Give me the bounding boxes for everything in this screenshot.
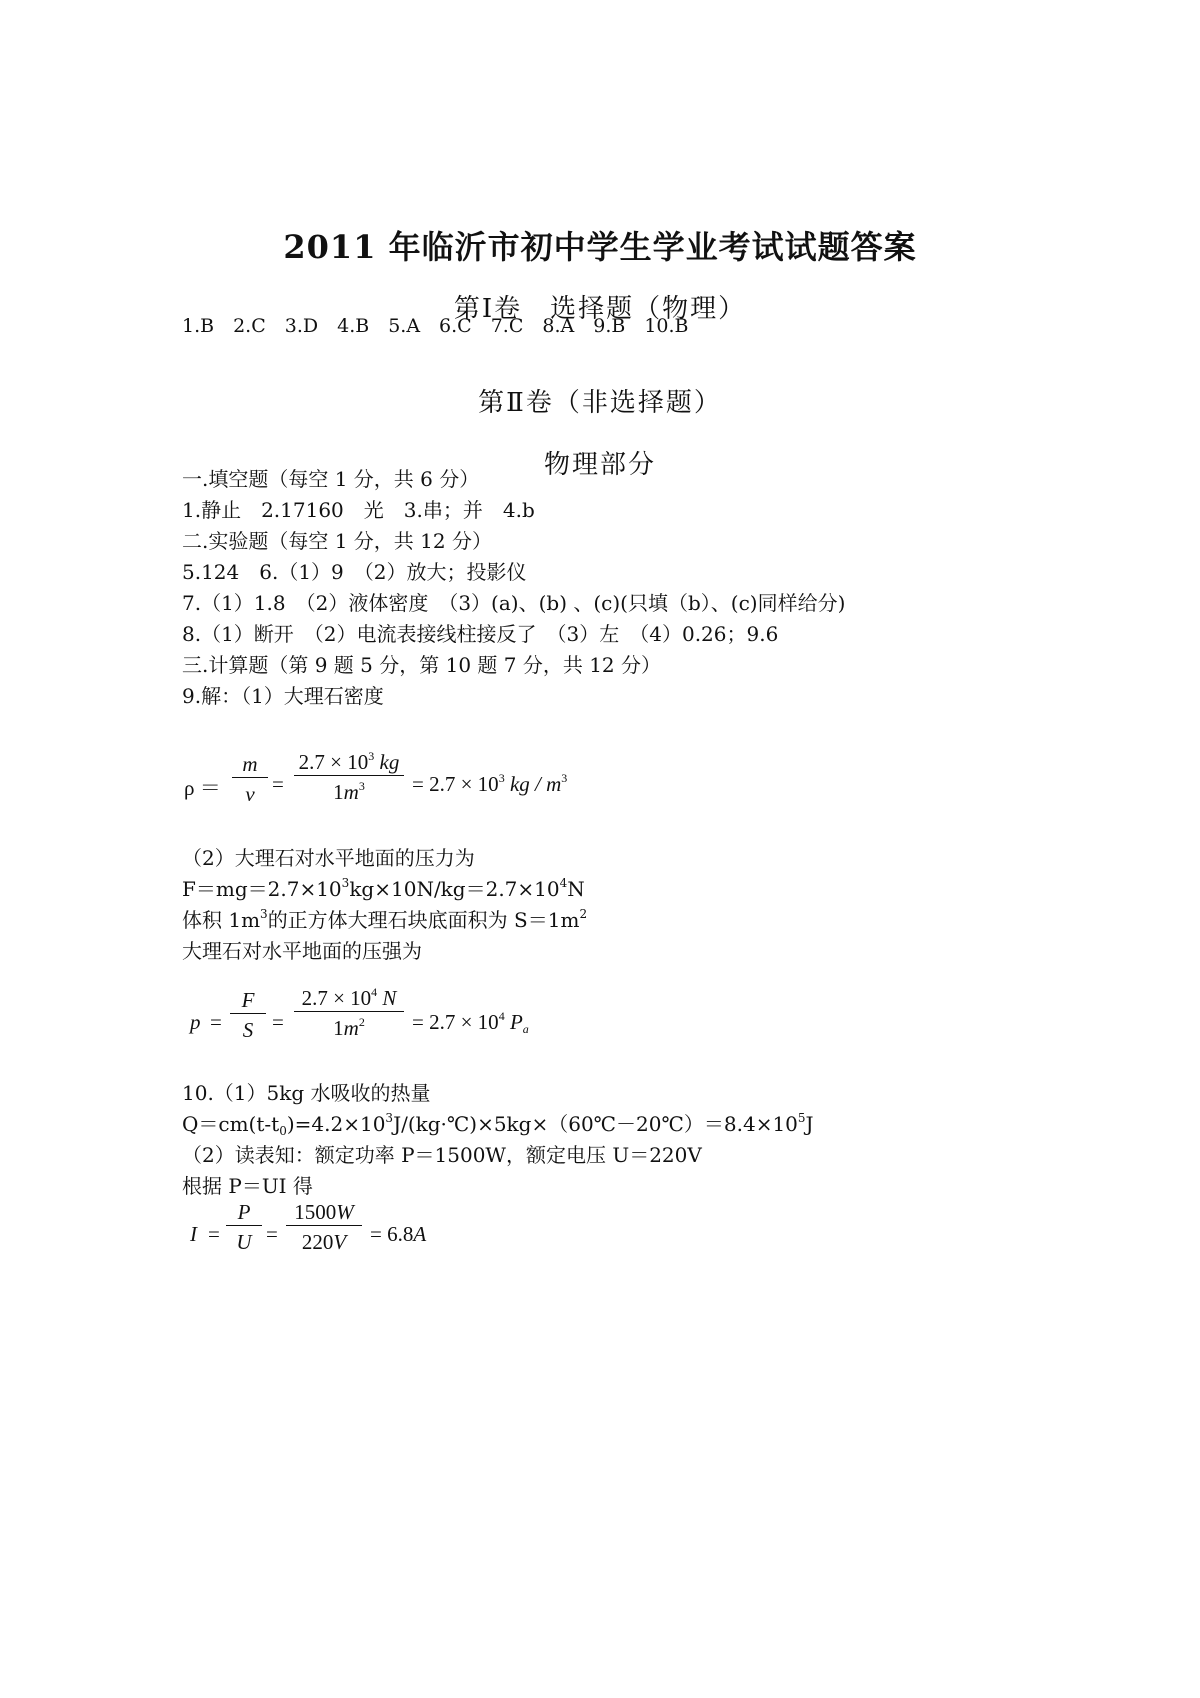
equals-sign: =	[266, 1222, 278, 1246]
numerator: P	[237, 1200, 251, 1224]
denominator: S	[242, 1018, 254, 1042]
q10-rated-values: （2）读表知：额定功率 P＝1500W，额定电压 U＝220V	[182, 1143, 702, 1167]
exponent: 3	[358, 779, 365, 793]
unit: kg	[379, 750, 400, 774]
equals-sign: =	[272, 772, 284, 796]
section-heading-part1: 第Ⅰ卷 选择题（物理）	[453, 294, 747, 324]
pressure-fraction-1	[230, 988, 266, 1043]
exponent: 3	[341, 876, 350, 890]
density-fraction-1	[232, 752, 268, 807]
pressure-lhs: p	[190, 1010, 201, 1034]
denominator-value: 1	[333, 780, 344, 804]
exponent: 3	[498, 771, 505, 785]
text: N	[567, 877, 585, 901]
exponent: 3	[385, 1111, 394, 1125]
exponent: 5	[797, 1111, 806, 1125]
choice-answers: 1.B 2.C 3.D 4.B 5.A 6.C 7.C 8.A 9.B 10.B	[182, 315, 689, 337]
exponent: 3	[260, 907, 268, 921]
exponent: 4	[498, 1009, 505, 1023]
exponent: 2	[579, 907, 588, 921]
text: kg×10N/kg＝2.7×10	[349, 877, 560, 901]
numerator: m	[242, 752, 258, 776]
unit: V	[333, 1230, 347, 1254]
text: F＝mg＝2.7×10	[182, 877, 342, 901]
experiment-answers-8: 8.（1）断开 （2）电流表接线柱接反了 （3）左 （4）0.26；9.6	[182, 622, 779, 646]
exponent: 3	[561, 771, 568, 785]
density-lhs: ρ ＝	[184, 776, 221, 800]
current-result	[370, 1222, 426, 1247]
exponent: 4	[559, 876, 568, 890]
text: J/(kg·℃)×5kg×（60℃－20℃）＝8.4×10	[393, 1112, 798, 1136]
exponent: 2	[358, 1015, 365, 1029]
unit: N	[382, 986, 397, 1010]
q9-force-intro: （2）大理石对水平地面的压力为	[182, 846, 475, 870]
text: 体积 1m	[182, 908, 261, 932]
text: Q＝cm(t-t	[182, 1112, 280, 1136]
exponent: 4	[371, 985, 378, 999]
equals-sign: =	[210, 1010, 222, 1034]
numerator-value: 1500	[294, 1200, 337, 1224]
pressure-fraction-2	[294, 986, 404, 1041]
q9-intro: 9.解：（1）大理石密度	[182, 684, 384, 708]
denominator: U	[236, 1230, 252, 1254]
unit: m	[343, 1016, 359, 1040]
experiment-heading: 二.实验题（每空 1 分，共 12 分）	[182, 529, 492, 553]
fill-blank-heading: 一.填空题（每空 1 分，共 6 分）	[182, 467, 480, 491]
unit: kg / m	[509, 772, 562, 796]
denominator: v	[245, 782, 255, 806]
subscript: a	[522, 1022, 529, 1036]
text: J	[805, 1112, 814, 1136]
q9-area	[182, 908, 587, 932]
denominator-value: 220	[301, 1230, 334, 1254]
experiment-answers-7: 7.（1）1.8 （2）液体密度 （3）(a)、(b) 、(c)(只填（b）、(c)同样给分)	[182, 591, 846, 615]
text: )=4.2×10	[286, 1112, 386, 1136]
text: 的正方体大理石块底面积为 S＝1m	[267, 908, 580, 932]
density-fraction-2	[294, 750, 404, 805]
subscript: 0	[279, 1124, 287, 1138]
q10-heat-calc	[182, 1112, 814, 1136]
pressure-result	[412, 1010, 529, 1035]
unit: W	[336, 1200, 354, 1224]
equals-sign: =	[208, 1222, 220, 1246]
numerator-value: 2.7 × 10	[298, 750, 369, 774]
density-result	[412, 772, 567, 797]
numerator-value: 2.7 × 10	[301, 986, 372, 1010]
unit: A	[413, 1222, 427, 1246]
result-value: = 2.7 × 10	[412, 1010, 499, 1034]
q10-intro: 10.（1）5kg 水吸收的热量	[182, 1081, 431, 1105]
exponent: 3	[368, 749, 375, 763]
equals-sign: =	[272, 1010, 284, 1034]
result-value: = 6.8	[370, 1222, 414, 1246]
current-fraction-1	[226, 1200, 262, 1255]
q9-pressure-intro: 大理石对水平地面的压强为	[182, 939, 422, 963]
section-heading-part2: 第Ⅱ卷（非选择题）	[478, 388, 722, 418]
current-lhs: I	[190, 1222, 197, 1246]
denominator-value: 1	[333, 1016, 344, 1040]
fill-blank-answers: 1.静止 2.17160 光 3.串；并 4.b	[182, 498, 535, 522]
numerator: F	[241, 988, 255, 1012]
experiment-answers-5-6: 5.124 6.（1）9 （2）放大；投影仪	[182, 560, 527, 584]
q9-force-calc	[182, 877, 585, 901]
current-fraction-2	[286, 1200, 362, 1255]
calculation-heading: 三.计算题（第 9 题 5 分，第 10 题 7 分，共 12 分）	[182, 653, 662, 677]
result-value: = 2.7 × 10	[412, 772, 499, 796]
section-heading-physics: 物理部分	[543, 450, 656, 480]
unit: P	[509, 1010, 523, 1034]
q10-formula-intro: 根据 P＝UI 得	[182, 1174, 313, 1198]
page-title: 2011 年临沂市初中学生学业考试试题答案	[283, 228, 917, 266]
unit: m	[343, 780, 359, 804]
